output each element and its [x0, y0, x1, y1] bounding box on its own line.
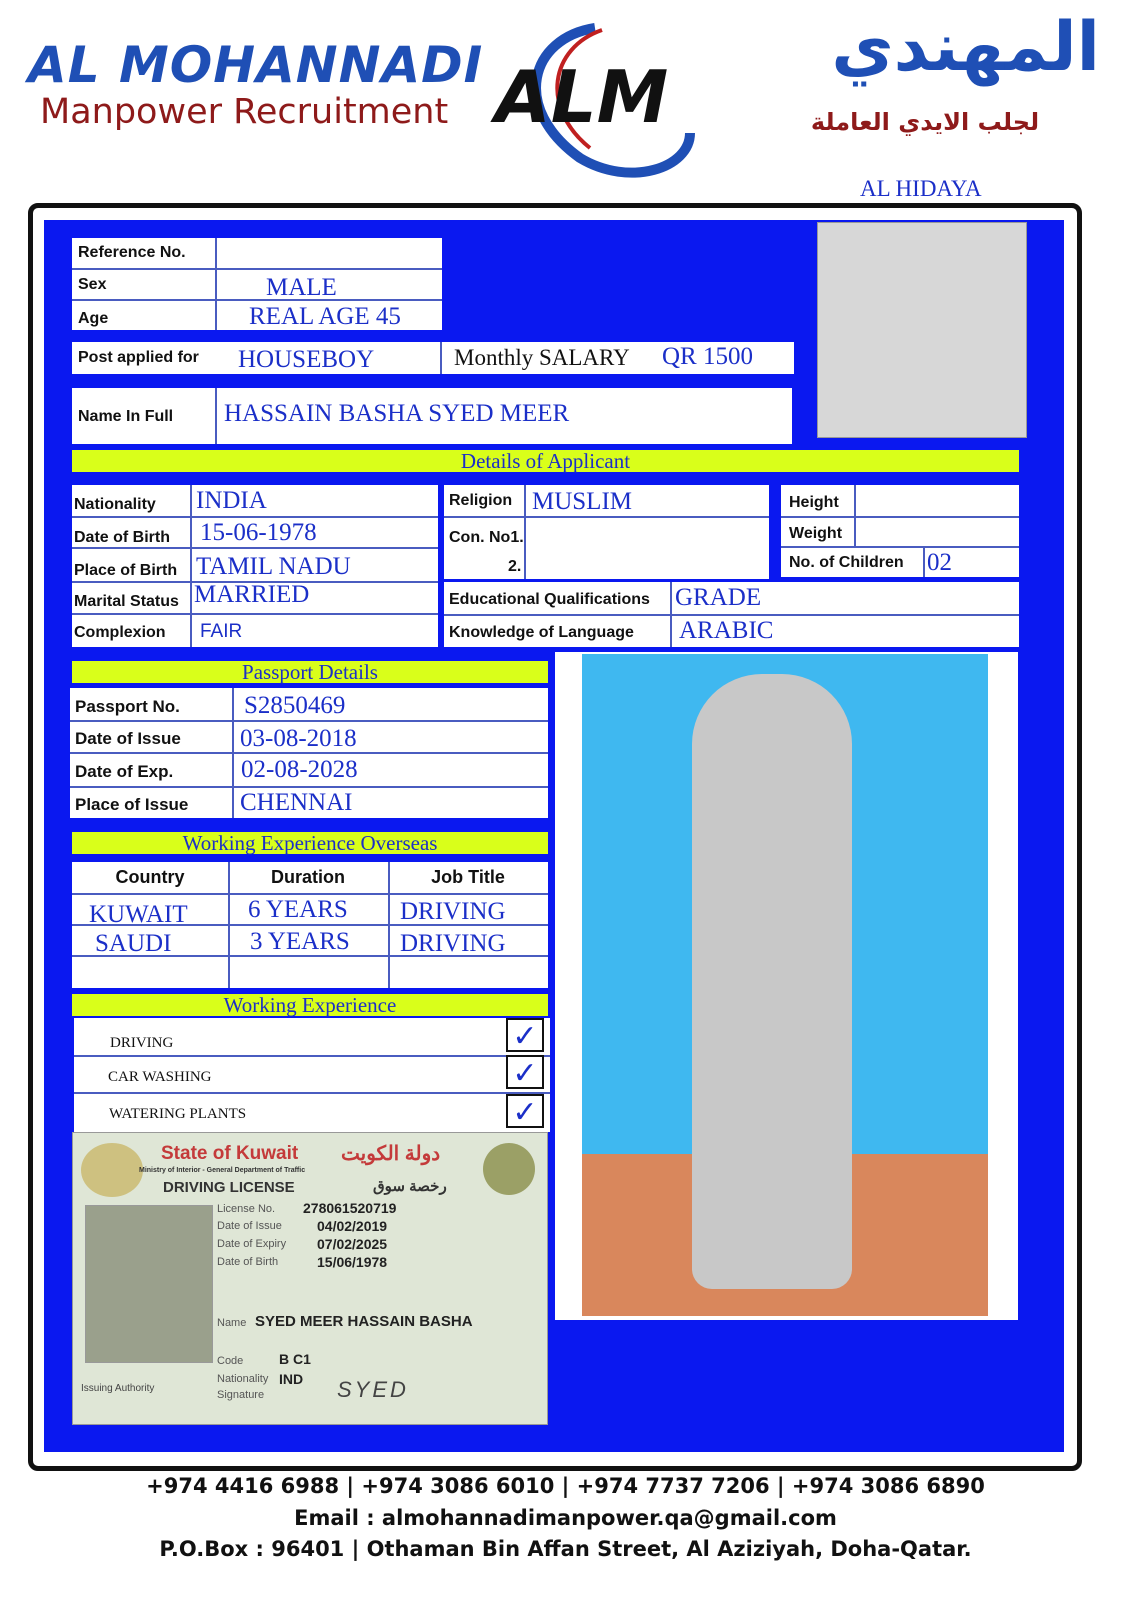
experience-item: CAR WASHING — [108, 1069, 212, 1085]
passport-no-value: S2850469 — [244, 692, 346, 719]
overseas-title: Working Experience Overseas — [72, 832, 548, 854]
details-title: Details of Applicant — [72, 450, 1019, 472]
language-label: Knowledge of Language — [449, 624, 634, 641]
license-issue-label: Date of Issue — [217, 1220, 282, 1232]
name-value: HASSAIN BASHA SYED MEER — [224, 400, 570, 427]
complexion-label: Complexion — [74, 624, 166, 641]
nationality-value: INDIA — [196, 487, 267, 514]
name-label: Name In Full — [78, 408, 174, 425]
pob-value: TAMIL NADU — [196, 553, 351, 580]
experience-item: DRIVING — [110, 1035, 174, 1051]
experience-list — [74, 1018, 550, 1132]
arabic-company-name: المهندي — [831, 8, 1100, 87]
post-label: Post applied for — [78, 349, 199, 366]
license-nationality-label: Nationality — [217, 1373, 269, 1385]
passport-photo — [817, 222, 1027, 438]
kuwait-emblem — [81, 1143, 143, 1197]
post-salary-row — [72, 342, 794, 374]
reference-label: Reference No. — [78, 244, 186, 261]
nationality-label: Nationality — [74, 496, 156, 513]
issue-date-label: Date of Issue — [75, 729, 181, 748]
license-expiry: 07/02/2025 — [317, 1236, 388, 1252]
issue-place-value: CHENNAI — [240, 789, 353, 816]
issue-place-label: Place of Issue — [75, 795, 189, 814]
license-issue: 04/02/2019 — [317, 1218, 388, 1234]
duration-header: Duration — [271, 867, 345, 887]
contact2-label: 2. — [508, 558, 522, 575]
company-subtitle: Manpower Recruitment — [40, 92, 449, 132]
footer-address: P.O.Box : 96401 | Othaman Bin Affan Street, Al Aziziyah, Doha-Qatar. — [159, 1537, 972, 1561]
license-dob: 15/06/1978 — [317, 1254, 388, 1270]
passport-no-label: Passport No. — [75, 697, 180, 716]
license-title-arabic: رخصة سوق — [373, 1178, 447, 1195]
dob-label: Date of Birth — [74, 529, 170, 546]
license-name-label: Name — [217, 1317, 247, 1329]
footer-email: Email : almohannadimanpower.qa@gmail.com — [294, 1506, 837, 1530]
license-ministry: Ministry of Interior - General Department of Traffic — [139, 1167, 306, 1174]
overseas-job: DRIVING — [400, 930, 506, 957]
license-state: State of Kuwait — [161, 1143, 299, 1164]
sex-label: Sex — [78, 276, 107, 293]
height-label: Height — [789, 494, 839, 511]
overseas-job: DRIVING — [400, 898, 506, 925]
license-name: SYED MEER HASSAIN BASHA — [255, 1313, 473, 1330]
sex-value: MALE — [266, 274, 337, 301]
dob-value: 15-06-1978 — [200, 519, 317, 546]
driving-license-card — [72, 1132, 548, 1425]
overseas-country: SAUDI — [95, 930, 172, 957]
complexion-value: FAIR — [200, 621, 243, 642]
education-value: GRADE — [675, 584, 762, 611]
license-no-label: License No. — [217, 1203, 276, 1215]
personal-details-left — [72, 485, 438, 647]
license-signature: SYED — [337, 1377, 409, 1402]
salary-value: QR 1500 — [662, 343, 753, 370]
job-title-header: Job Title — [431, 867, 505, 887]
overseas-duration: 6 YEARS — [248, 896, 348, 923]
weight-label: Weight — [789, 525, 843, 542]
license-code-label: Code — [217, 1355, 244, 1367]
religion-label: Religion — [449, 492, 513, 509]
experience-title: Working Experience — [72, 994, 548, 1016]
license-nationality: IND — [279, 1371, 304, 1387]
car-washing-checkbox[interactable]: ✓ — [506, 1055, 544, 1089]
language-value: ARABIC — [679, 617, 774, 644]
basic-info-table — [72, 238, 442, 330]
name-row — [72, 388, 792, 444]
alm-logo-text: ALM — [495, 55, 669, 139]
passport-title: Passport Details — [72, 661, 548, 683]
watering-plants-checkbox[interactable]: ✓ — [506, 1094, 544, 1128]
contact1-label: Con. No1. — [449, 529, 524, 546]
license-code: B C1 — [279, 1351, 311, 1367]
education-label: Educational Qualifications — [449, 591, 650, 608]
driving-checkbox[interactable]: ✓ — [506, 1018, 544, 1052]
gcc-emblem — [483, 1143, 535, 1195]
license-signature-label: Signature — [217, 1389, 265, 1401]
religion-value: MUSLIM — [532, 488, 633, 515]
issue-date-value: 03-08-2018 — [240, 725, 357, 752]
country-header: Country — [115, 867, 185, 887]
person-placeholder — [692, 674, 852, 1289]
footer-phones: +974 4416 6988 | +974 3086 6010 | +974 7737 7206 | +974 3086 6890 — [146, 1474, 985, 1498]
license-expiry-label: Date of Expiry — [217, 1238, 287, 1250]
license-title: DRIVING LICENSE — [163, 1179, 295, 1196]
physical-box — [781, 485, 1019, 577]
license-photo — [85, 1205, 213, 1363]
license-issuing-authority: Issuing Authority — [81, 1383, 155, 1394]
experience-item: WATERING PLANTS — [109, 1106, 247, 1122]
education-language-box — [444, 582, 1019, 647]
license-no: 278061520719 — [303, 1200, 397, 1216]
expiry-date-label: Date of Exp. — [75, 762, 174, 781]
pob-label: Place of Birth — [74, 562, 178, 579]
license-state-arabic: دولة الكويت — [341, 1143, 441, 1165]
children-label: No. of Children — [789, 554, 904, 571]
marital-label: Marital Status — [74, 593, 179, 610]
license-dob-label: Date of Birth — [217, 1256, 279, 1268]
expiry-date-value: 02-08-2028 — [241, 756, 358, 783]
overseas-table — [72, 862, 548, 988]
overseas-duration: 3 YEARS — [250, 928, 350, 955]
age-value: REAL AGE 45 — [249, 303, 401, 330]
children-value: 02 — [927, 549, 952, 576]
passport-table — [70, 688, 548, 818]
agency-name: AL HIDAYA — [860, 176, 982, 201]
religion-contact-box — [444, 485, 769, 579]
marital-value: MARRIED — [194, 581, 310, 608]
salary-label: Monthly SALARY — [454, 345, 630, 370]
full-body-photo — [582, 654, 988, 1316]
company-name: AL MOHANNADI — [28, 36, 484, 94]
overseas-country: KUWAIT — [89, 901, 188, 928]
arabic-subtitle: لجلب الايدي العاملة — [810, 108, 1040, 136]
post-value: HOUSEBOY — [238, 346, 375, 373]
age-label: Age — [78, 310, 109, 327]
